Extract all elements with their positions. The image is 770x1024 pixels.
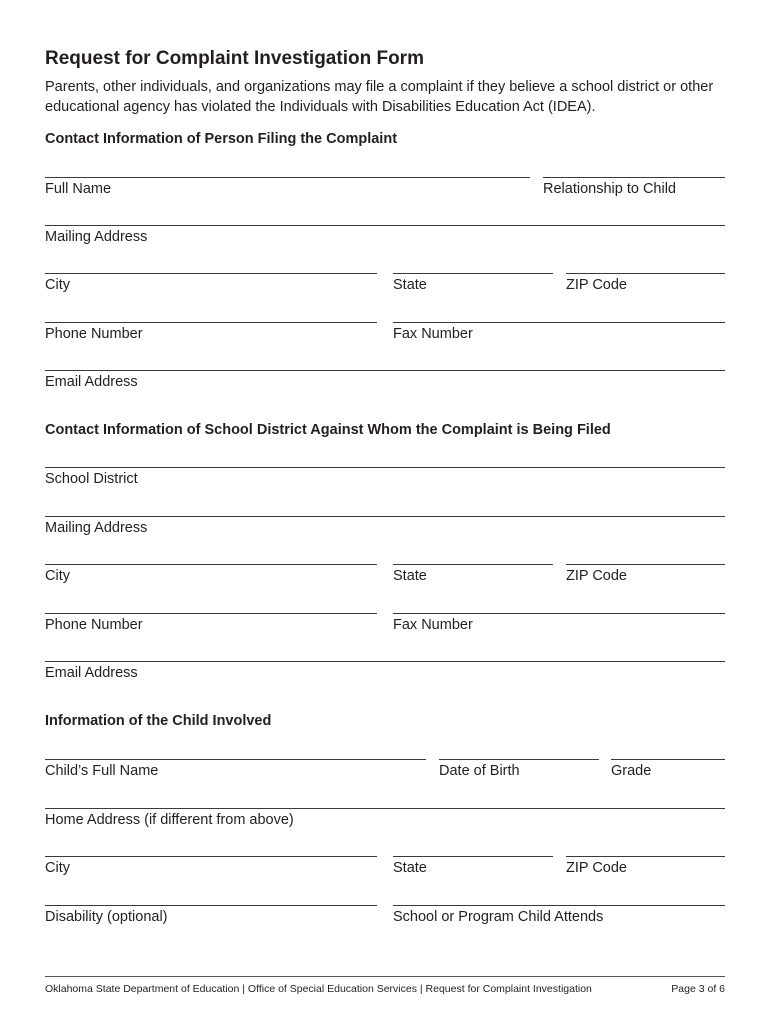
child-school-program-input[interactable]	[393, 881, 725, 903]
district-state-input[interactable]	[393, 540, 553, 562]
page-title: Request for Complaint Investigation Form	[45, 48, 424, 69]
field-label: Full Name	[45, 181, 112, 197]
district-name-input[interactable]	[45, 443, 725, 465]
district-fax-field	[393, 613, 725, 639]
form-page	[45, 0, 725, 1024]
field-line	[45, 613, 377, 614]
complainant-mailing-address-input[interactable]	[45, 201, 725, 223]
complainant-full-name-field	[45, 177, 530, 203]
child-dob-field	[439, 759, 599, 785]
field-label: ZIP Code	[566, 277, 627, 293]
field-line	[45, 177, 530, 178]
complainant-zip-field	[566, 273, 725, 299]
field-line	[45, 905, 377, 906]
district-zip-input[interactable]	[566, 540, 725, 562]
field-line	[45, 322, 377, 323]
district-mailing-address-field	[45, 516, 725, 542]
field-label: Phone Number	[45, 617, 143, 633]
field-line	[566, 564, 725, 565]
child-disability-field	[45, 905, 377, 931]
field-label: Relationship to Child	[543, 181, 676, 197]
footer-text: Oklahoma State Department of Education | Office of Special Education Services | Request for Complaint Investigation	[45, 983, 592, 995]
child-school-program-field	[393, 905, 725, 931]
field-label: City	[45, 277, 70, 293]
field-label: School or Program Child Attends	[393, 909, 604, 925]
field-label: Email Address	[45, 665, 138, 681]
district-email-input[interactable]	[45, 637, 725, 659]
field-label: Mailing Address	[45, 229, 148, 245]
field-line	[45, 516, 725, 517]
district-name-field	[45, 467, 725, 493]
field-label: State	[393, 277, 427, 293]
field-label: City	[45, 568, 70, 584]
child-state-field	[393, 856, 553, 882]
child-state-input[interactable]	[393, 832, 553, 854]
child-zip-field	[566, 856, 725, 882]
field-line	[439, 759, 599, 760]
complainant-email-field	[45, 370, 725, 396]
field-line	[45, 564, 377, 565]
child-dob-input[interactable]	[439, 735, 599, 757]
field-line	[45, 661, 725, 662]
field-label: Date of Birth	[439, 763, 520, 779]
field-label: State	[393, 568, 427, 584]
section-title-complainant: Contact Information of Person Filing the Complaint	[45, 131, 398, 147]
field-line	[393, 613, 725, 614]
child-city-input[interactable]	[45, 832, 377, 854]
field-line	[393, 273, 553, 274]
complainant-city-input[interactable]	[45, 249, 377, 271]
child-grade-input[interactable]	[611, 735, 725, 757]
district-phone-input[interactable]	[45, 589, 377, 611]
child-disability-input[interactable]	[45, 881, 377, 903]
child-zip-input[interactable]	[566, 832, 725, 854]
field-label: ZIP Code	[566, 860, 627, 876]
complainant-email-input[interactable]	[45, 346, 725, 368]
field-label: Home Address (if different from above)	[45, 812, 294, 828]
field-line	[393, 905, 725, 906]
field-line	[45, 808, 725, 809]
child-name-field	[45, 759, 426, 785]
complainant-fax-field	[393, 322, 725, 348]
field-line	[566, 856, 725, 857]
district-email-field	[45, 661, 725, 687]
field-line	[611, 759, 725, 760]
complainant-full-name-input[interactable]	[45, 153, 530, 175]
complainant-phone-field	[45, 322, 377, 348]
field-label: Grade	[611, 763, 652, 779]
field-line	[543, 177, 725, 178]
field-label: School District	[45, 471, 138, 487]
complainant-phone-input[interactable]	[45, 298, 377, 320]
field-label: Phone Number	[45, 326, 143, 342]
child-city-field	[45, 856, 377, 882]
field-line	[393, 322, 725, 323]
district-city-input[interactable]	[45, 540, 377, 562]
field-label: Email Address	[45, 374, 138, 390]
complainant-relationship-input[interactable]	[543, 153, 725, 175]
field-line	[45, 856, 377, 857]
field-line	[393, 856, 553, 857]
field-label: State	[393, 860, 427, 876]
district-mailing-address-input[interactable]	[45, 492, 725, 514]
district-fax-input[interactable]	[393, 589, 725, 611]
child-home-address-field	[45, 808, 725, 834]
field-label: Fax Number	[393, 326, 473, 342]
field-line	[45, 273, 377, 274]
complainant-state-field	[393, 273, 553, 299]
field-label: ZIP Code	[566, 568, 627, 584]
complainant-zip-input[interactable]	[566, 249, 725, 271]
complainant-relationship-field	[543, 177, 725, 203]
field-line	[393, 564, 553, 565]
field-line	[45, 370, 725, 371]
district-state-field	[393, 564, 553, 590]
complainant-mailing-address-field	[45, 225, 725, 251]
footer-divider	[45, 976, 725, 977]
complainant-state-input[interactable]	[393, 249, 553, 271]
complainant-fax-input[interactable]	[393, 298, 725, 320]
section-title-school-district: Contact Information of School District Against Whom the Complaint is Being Filed	[45, 422, 611, 438]
field-line	[45, 759, 426, 760]
field-label: Fax Number	[393, 617, 473, 633]
page-number: Page 3 of 6	[671, 983, 725, 995]
field-label: Child’s Full Name	[45, 763, 159, 779]
field-line	[45, 467, 725, 468]
field-label: Disability (optional)	[45, 909, 168, 925]
field-label: Mailing Address	[45, 520, 148, 536]
intro-text: Parents, other individuals, and organizations may file a complaint if they believe a school district or other educational agency has violated the Individuals with Disabilities Education Act (IDEA).	[45, 79, 714, 115]
field-label: City	[45, 860, 70, 876]
district-city-field	[45, 564, 377, 590]
district-phone-field	[45, 613, 377, 639]
child-grade-field	[611, 759, 725, 785]
field-line	[566, 273, 725, 274]
child-name-input[interactable]	[45, 735, 426, 757]
district-zip-field	[566, 564, 725, 590]
child-home-address-input[interactable]	[45, 784, 725, 806]
section-title-child: Information of the Child Involved	[45, 713, 272, 729]
complainant-city-field	[45, 273, 377, 299]
field-line	[45, 225, 725, 226]
